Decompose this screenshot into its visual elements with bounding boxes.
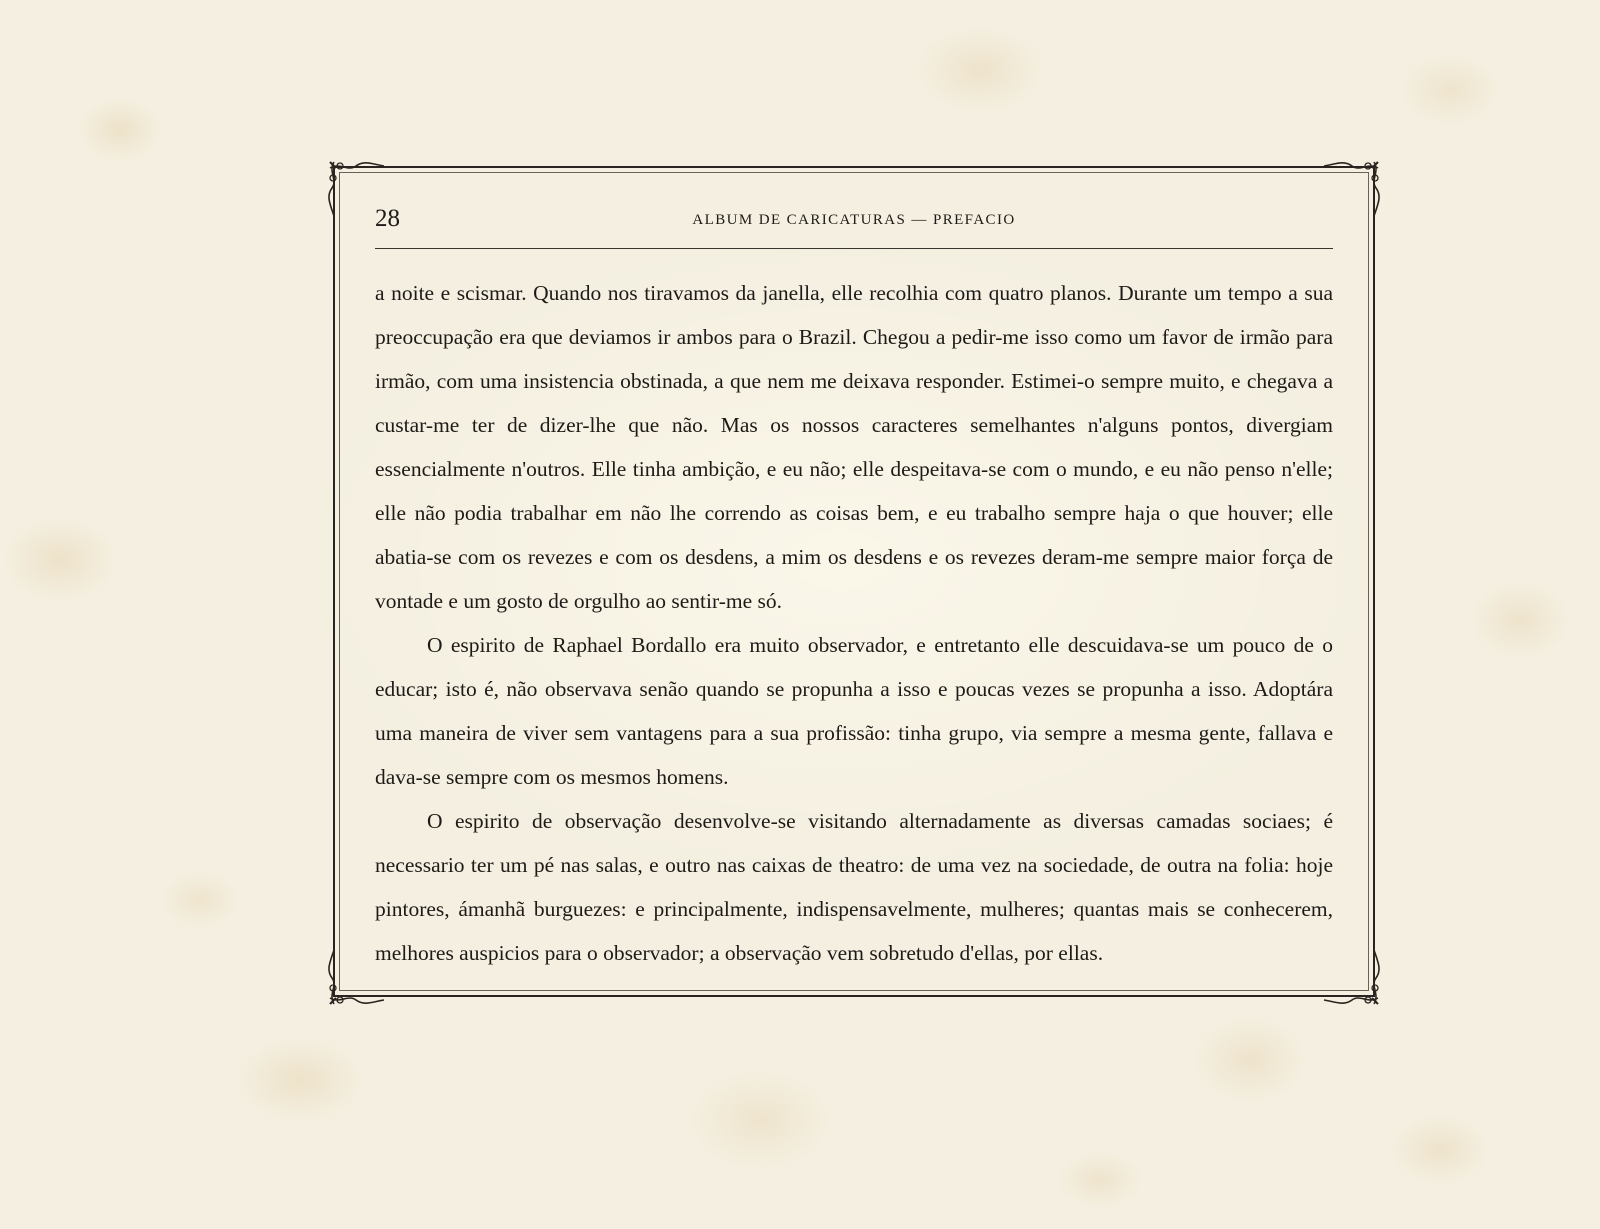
page-header bbox=[375, 203, 1333, 243]
paragraph: O espirito de Raphael Bordallo era muito observador, e entretanto elle descuidava-se um pouco de o educar; isto é, não observava senão quando se propunha a isso e poucas vezes se propunha a isso. Adoptára uma maneira de viver sem vantagens para a sua profissão: tinha grupo, via sempre a mesma gente, fallava e dava-se sempre com os mesmos homens. bbox=[375, 633, 1333, 789]
running-head: ALBUM DE CARICATURAS — PREFACIO bbox=[692, 212, 1016, 228]
body-text bbox=[375, 271, 1333, 975]
paragraph: a noite e scismar. Quando nos tiravamos da janella, elle recolhia com quatro planos. Durante um tempo a sua preoccupação era que deviamos ir ambos para o Brazil. Chegou a pedir-me isso como um favor de irmão para irmão, com uma insistencia obstinada, a que nem me deixava responder. Estimei-o sempre muito, e chegava a custar-me ter de dizer-lhe que não. Mas os nossos caracteres semelhantes n'alguns pontos, divergiam essencialmente n'outros. Elle tinha ambição, e eu não; elle despeitava-se com o mundo, e eu não penso n'elle; elle não podia trabalhar em não lhe correndo as coisas bem, e eu trabalho sempre haja o que houver; elle abatia-se com os revezes e com os desdens, a mim os desdens e os revezes deram-me sempre maior força de vontade e um gosto de orgulho ao sentir-me só. bbox=[375, 281, 1333, 613]
header-rule bbox=[375, 248, 1333, 249]
paragraph: O espirito de observação desenvolve-se visitando alternadamente as diversas camadas sociaes; é necessario ter um pé nas salas, e outro nas caixas de theatro: de uma vez na sociedade, de outra na folia: hoje pintores, ámanhã burguezes: e principalmente, indispensavelmente, mulheres; quantas mais se conhecerem, melhores auspicios para o observador; a observação vem sobretudo d'ellas, por ellas. bbox=[375, 809, 1333, 965]
page-number: 28 bbox=[375, 205, 400, 232]
